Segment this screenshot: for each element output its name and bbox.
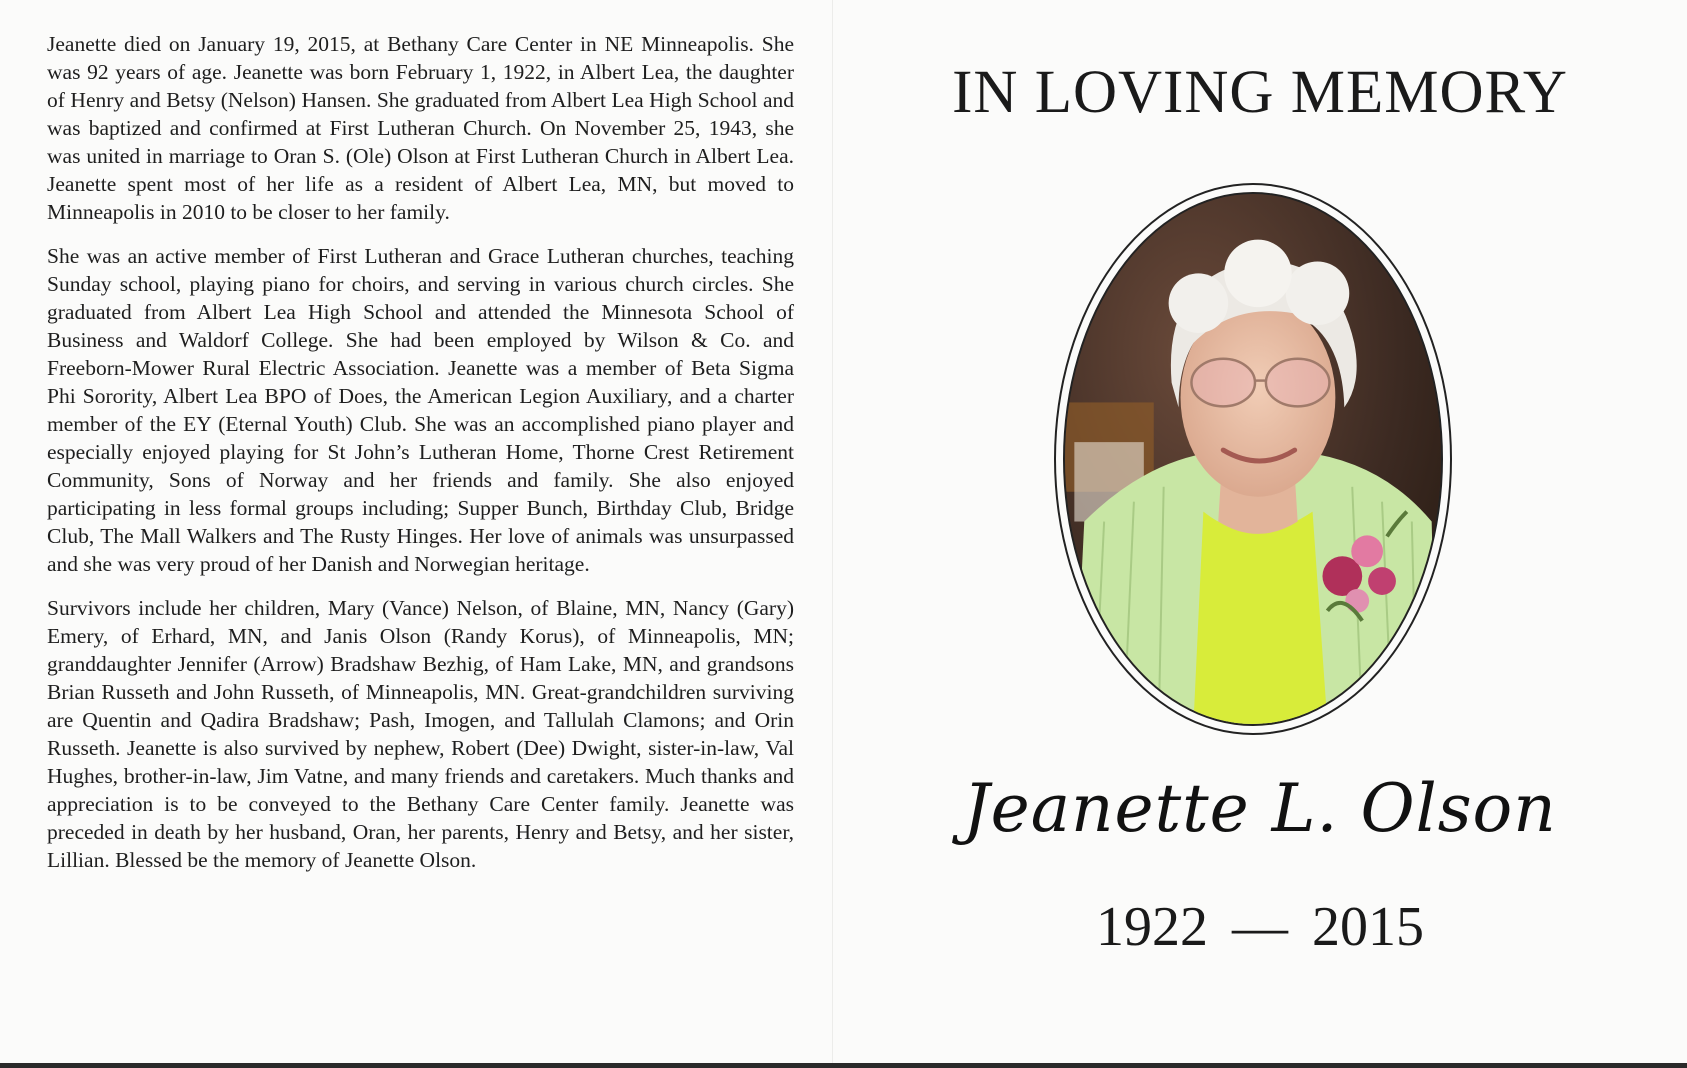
obituary-paragraph-1: Jeanette died on January 19, 2015, at Bethany Care Center in NE Minneapolis. She was 92 years of age. Jeanette was born February 1, 1922, in Albert Lea, the daughter of Henry and Betsy (Nelson) Hansen. She graduated from Albert Lea High School and was baptized and confirmed at First Lutheran Church. On November 25, 1943, she was united in marriage to Oran S. (Ole) Olson at First Lutheran Church in Albert Lea. Jeanette spent most of her life as a resident of Albert Lea, MN, but moved to Minneapolis in 2010 to be closer to her family.	[47, 32, 794, 224]
deceased-name: Jeanette L. Olson	[963, 770, 1557, 847]
obituary-paragraph-3: Survivors include her children, Mary (Vance) Nelson, of Blaine, MN, Nancy (Gary) Emery, of Erhard, MN, and Janis Olson (Randy Korus), of Minneapolis, MN; granddaughter Jennifer (Arrow) Bradshaw Bezhig, of Ham Lake, MN, and grandsons Brian Russeth and John Russeth, of Minneapolis, MN. Great-grandchildren surviving are Quentin and Qadira Bradshaw; Pash, Imogen, and Tallulah Clamons; and Orin Russeth. Jeanette is also survived by nephew, Robert (Dee) Dwight, sister-in-law, Val Hughes, brother-in-law, Jim Vatne, and many friends and caretakers. Much thanks and appreciation is to be conveyed to the Bethany Care Center family. Jeanette was preceded in death by her husband, Oran, her parents, Henry and Betsy, and her sister, Lillian. Blessed be the memory of Jeanette Olson.	[47, 596, 794, 872]
obituary-text	[47, 30, 794, 890]
bottom-edge	[0, 1063, 1687, 1068]
life-years: 1922 — 2015	[1096, 896, 1424, 958]
memorial-cover	[833, 0, 1687, 1063]
portrait-illustration	[1065, 194, 1441, 724]
memorial-heading: IN LOVING MEMORY	[952, 59, 1568, 126]
portrait-oval-frame	[1054, 183, 1452, 735]
obituary-paragraph-2: She was an active member of First Lutheran and Grace Lutheran churches, teaching Sunday school, playing piano for choirs, and serving in various church circles. She graduated from Albert Lea High School and attended the Minnesota School of Business and Waldorf College. She had been employed by Wilson & Co. and Freeborn-Mower Rural Electric Association. Jeanette was a member of Beta Sigma Phi Sorority, Albert Lea BPO of Does, the American Legion Auxiliary, and a charter member of the EY (Eternal Youth) Club. She was an accomplished piano player and especially enjoyed playing for St John’s Lutheran Home, Thorne Crest Retirement Community, Sons of Norway and her friends and family. She also enjoyed participating in less formal groups including; Supper Bunch, Birthday Club, Bridge Club, The Mall Walkers and The Rusty Hinges. Her love of animals was unsurpassed and she was very proud of her Danish and Norwegian heritage.	[47, 244, 794, 576]
portrait-photo	[1063, 192, 1443, 726]
